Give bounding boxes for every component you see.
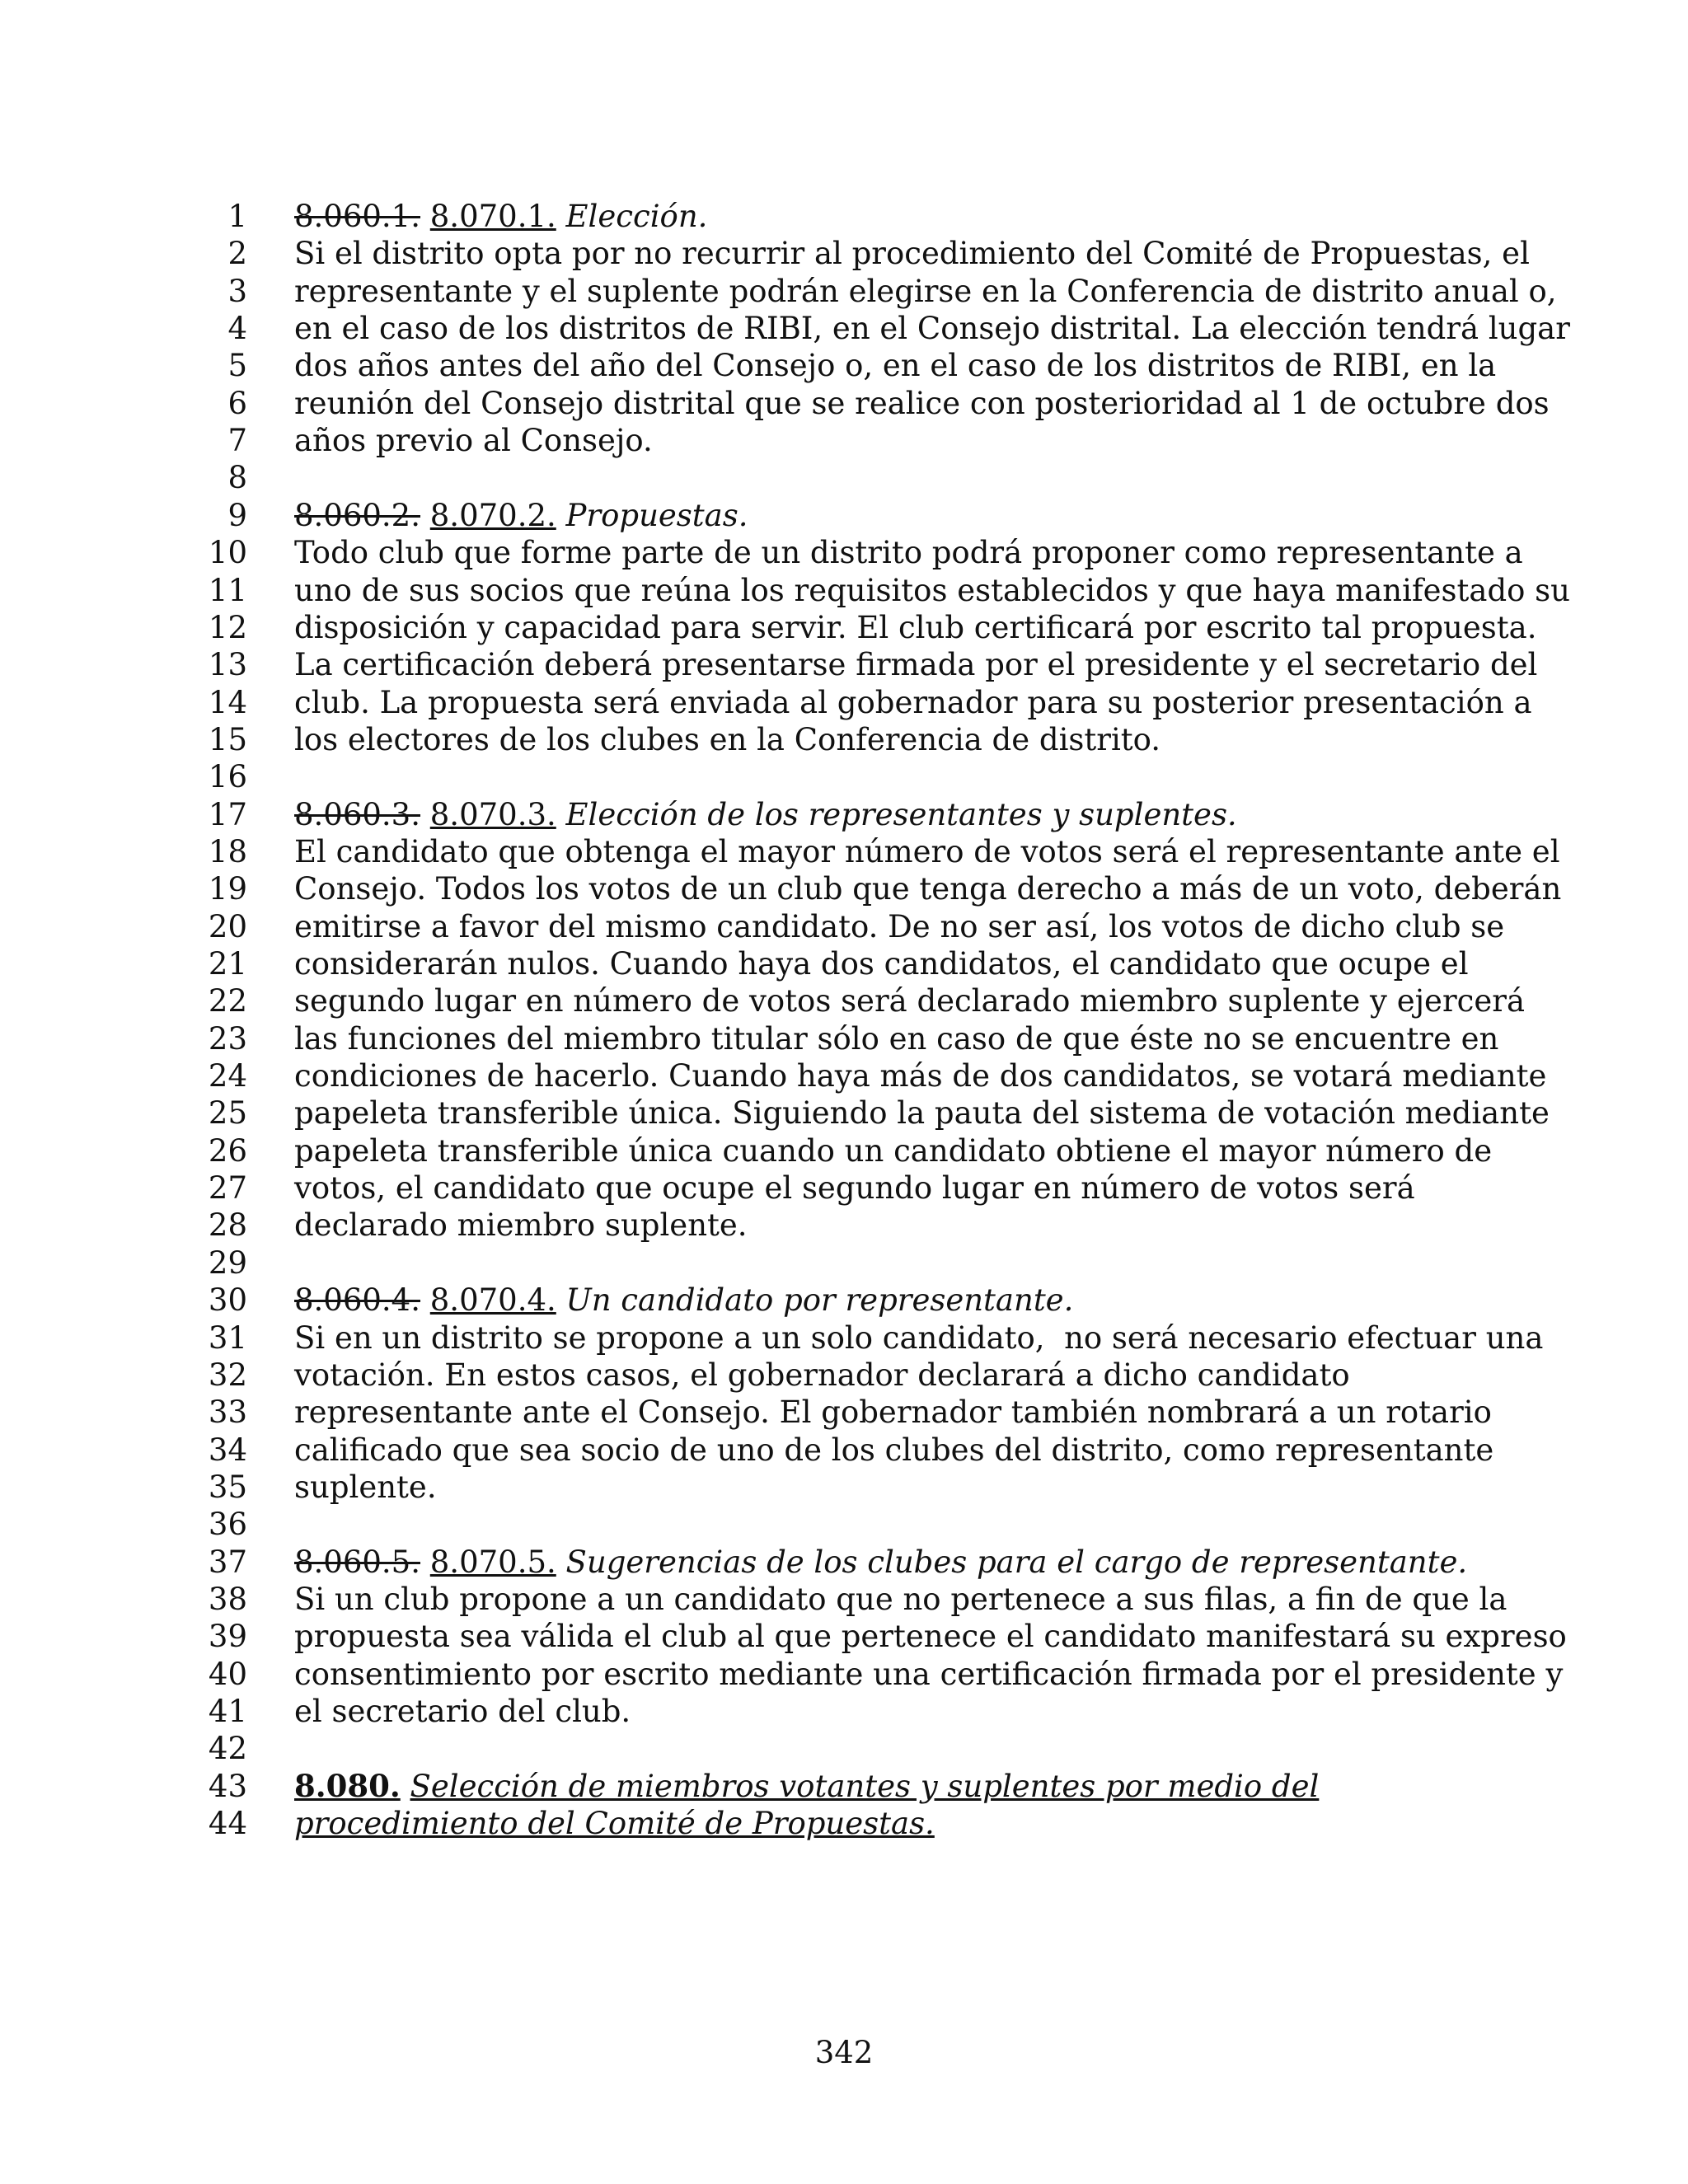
line-number: 20 xyxy=(208,908,247,944)
inserted-section-number: 8.070.3. xyxy=(429,796,556,832)
document-line xyxy=(0,796,1688,833)
line-number: 34 xyxy=(208,1432,247,1468)
text-segment xyxy=(556,1544,566,1580)
line-text xyxy=(294,945,1469,982)
section-heading: Elección de los representantes y suplentes. xyxy=(565,796,1237,832)
deleted-section-number: 8.060.1. xyxy=(294,199,420,234)
line-text xyxy=(294,235,1530,272)
text-segment: La certificación deberá presentarse firmada por el presidente y el secretario del xyxy=(294,647,1538,683)
document-line xyxy=(0,572,1688,609)
text-segment: los electores de los clubes en la Conferencia de distrito. xyxy=(294,721,1161,757)
text-segment: calificado que sea socio de uno de los clubes del distrito, como representante xyxy=(294,1432,1494,1468)
line-number: 7 xyxy=(227,423,247,459)
inserted-section-number: 8.070.1. xyxy=(429,199,556,234)
document-line xyxy=(0,870,1688,907)
line-text xyxy=(294,534,1523,571)
document-line xyxy=(0,497,1688,534)
document-line xyxy=(0,1805,1688,1842)
text-segment: representante ante el Consejo. El gobernador también nombrará a un rotario xyxy=(294,1394,1492,1431)
inserted-section-number: 8.070.4. xyxy=(429,1282,556,1319)
line-text xyxy=(294,1469,437,1506)
line-text xyxy=(294,1132,1492,1169)
document-line xyxy=(0,310,1688,347)
line-number: 11 xyxy=(208,572,247,608)
deleted-section-number: 8.060.5. xyxy=(294,1544,420,1580)
document-line xyxy=(0,982,1688,1019)
line-number: 5 xyxy=(227,348,247,384)
section-heading: procedimiento del Comité de Propuestas. xyxy=(294,1806,935,1842)
inserted-section-number: 8.070.2. xyxy=(429,497,556,533)
line-text xyxy=(294,1094,1550,1132)
document-line xyxy=(0,1319,1688,1357)
line-text xyxy=(294,347,1496,384)
line-text xyxy=(294,1319,1543,1357)
line-text xyxy=(294,1057,1546,1094)
document-line xyxy=(0,684,1688,721)
text-segment xyxy=(420,498,430,533)
document-line xyxy=(0,1618,1688,1655)
line-number: 21 xyxy=(208,946,247,982)
line-number: 37 xyxy=(208,1544,247,1580)
text-segment: en el caso de los distritos de RIBI, en el Consejo distrital. La elección tendrá lugar xyxy=(294,311,1570,347)
text-segment: el secretario del club. xyxy=(294,1694,631,1729)
text-segment xyxy=(556,797,566,832)
line-number: 30 xyxy=(208,1282,247,1319)
text-segment: Todo club que forme parte de un distrito podrá proponer como representante a xyxy=(294,535,1523,571)
text-segment xyxy=(556,1282,566,1318)
inserted-section-number: 8.070.5. xyxy=(429,1544,556,1580)
document-line xyxy=(0,347,1688,384)
line-text xyxy=(294,198,707,235)
document-line xyxy=(0,1656,1688,1693)
line-text xyxy=(294,1169,1415,1207)
deleted-section-number: 8.060.4. xyxy=(294,1282,420,1319)
line-number: 23 xyxy=(208,1020,247,1057)
section-heading: Elección. xyxy=(565,199,708,234)
line-number: 2 xyxy=(227,236,247,272)
line-text xyxy=(294,273,1557,310)
text-segment: votación. En estos casos, el gobernador declarará a dicho candidato xyxy=(294,1357,1350,1393)
line-number: 17 xyxy=(208,796,247,832)
text-segment xyxy=(420,199,430,234)
line-number: 10 xyxy=(208,535,247,571)
line-text xyxy=(294,310,1570,347)
text-segment: suplente. xyxy=(294,1469,437,1505)
line-text xyxy=(294,646,1537,683)
text-segment: Si un club propone a un candidato que no pertenece a sus filas, a fin de que la xyxy=(294,1581,1507,1617)
document-line xyxy=(0,1544,1688,1581)
section-heading: Selección de miembros votantes y suplentes por medio del xyxy=(410,1768,1320,1804)
line-text xyxy=(294,1693,631,1730)
text-segment: El candidato que obtenga el mayor número de votos será el representante ante el xyxy=(294,833,1560,869)
text-segment: considerarán nulos. Cuando haya dos candidatos, el candidato que ocupe el xyxy=(294,946,1469,982)
line-number: 40 xyxy=(208,1656,247,1692)
document-line xyxy=(0,1357,1688,1394)
line-text xyxy=(294,1207,748,1244)
document-line xyxy=(0,646,1688,683)
text-segment: disposición y capacidad para servir. El club certificará por escrito tal propuesta. xyxy=(294,609,1537,645)
deleted-section-number: 8.080. xyxy=(294,1767,401,1804)
text-segment: las funciones del miembro titular sólo en caso de que éste no se encuentre en xyxy=(294,1020,1499,1057)
text-segment xyxy=(420,1544,430,1580)
document-line xyxy=(0,1394,1688,1431)
document-line xyxy=(0,1169,1688,1207)
text-segment xyxy=(420,797,430,832)
document-line xyxy=(0,422,1688,459)
line-number: 14 xyxy=(208,684,247,720)
line-number: 33 xyxy=(208,1394,247,1431)
line-number: 25 xyxy=(208,1095,247,1132)
line-text xyxy=(294,684,1532,721)
line-number: 38 xyxy=(208,1581,247,1617)
line-number: 44 xyxy=(208,1806,247,1842)
line-text xyxy=(294,721,1160,758)
document-line xyxy=(0,1768,1688,1805)
line-text xyxy=(294,609,1536,646)
document-line xyxy=(0,721,1688,758)
text-segment: papeleta transferible única cuando un candidato obtiene el mayor número de xyxy=(294,1132,1493,1169)
line-text xyxy=(294,422,653,459)
line-number: 3 xyxy=(227,273,247,309)
document-line xyxy=(0,1020,1688,1057)
line-text xyxy=(294,497,748,534)
document-line xyxy=(0,833,1688,870)
line-number: 19 xyxy=(208,871,247,907)
text-segment: emitirse a favor del mismo candidato. De no ser así, los votos de dicho club se xyxy=(294,908,1505,944)
document-line xyxy=(0,758,1688,795)
text-segment: dos años antes del año del Consejo o, en el caso de los distritos de RIBI, en la xyxy=(294,348,1497,384)
document-line xyxy=(0,1469,1688,1506)
line-text xyxy=(294,1768,1319,1805)
document-line xyxy=(0,1094,1688,1132)
text-segment xyxy=(556,199,566,234)
document-line xyxy=(0,385,1688,422)
section-heading: Propuestas. xyxy=(565,497,748,533)
text-segment: condiciones de hacerlo. Cuando haya más de dos candidatos, se votará mediante xyxy=(294,1058,1547,1094)
document-line xyxy=(0,1506,1688,1543)
line-number: 16 xyxy=(208,759,247,795)
line-text xyxy=(294,1618,1567,1655)
document-line xyxy=(0,945,1688,982)
line-text xyxy=(294,572,1570,609)
line-number: 15 xyxy=(208,721,247,757)
line-number: 42 xyxy=(208,1731,247,1767)
section-heading: Un candidato por representante. xyxy=(565,1282,1074,1319)
text-segment: representante y el suplente podrán elegirse en la Conferencia de distrito anual o, xyxy=(294,273,1557,309)
line-text xyxy=(294,908,1504,945)
line-number: 41 xyxy=(208,1694,247,1729)
document-line xyxy=(0,1057,1688,1094)
document-line xyxy=(0,1432,1688,1469)
line-number: 1 xyxy=(227,199,247,234)
text-segment: Consejo. Todos los votos de un club que tenga derecho a más de un voto, deberán xyxy=(294,871,1562,907)
document-line xyxy=(0,198,1688,235)
line-number: 9 xyxy=(227,497,247,533)
line-number: 35 xyxy=(208,1469,247,1505)
line-text xyxy=(294,796,1237,833)
text-segment: Si en un distrito se propone a un solo candidato, no será necesario efectuar una xyxy=(294,1319,1544,1356)
line-number: 26 xyxy=(208,1132,247,1169)
line-number: 12 xyxy=(208,609,247,645)
line-number: 31 xyxy=(208,1319,247,1356)
document-line xyxy=(0,908,1688,945)
text-segment: años previo al Consejo. xyxy=(294,423,653,459)
text-segment: Si el distrito opta por no recurrir al procedimiento del Comité de Propuestas, el xyxy=(294,236,1530,272)
line-number: 22 xyxy=(208,983,247,1019)
line-text xyxy=(294,385,1550,422)
line-number: 27 xyxy=(208,1170,247,1207)
document-line xyxy=(0,1207,1688,1244)
line-number: 13 xyxy=(208,647,247,683)
line-number: 18 xyxy=(208,833,247,869)
document-line xyxy=(0,534,1688,571)
line-number: 28 xyxy=(208,1207,247,1244)
document-line xyxy=(0,1132,1688,1169)
line-text xyxy=(294,982,1525,1019)
line-text xyxy=(294,1544,1467,1581)
line-text xyxy=(294,833,1560,870)
line-text xyxy=(294,1581,1507,1618)
text-segment: papeleta transferible única. Siguiendo la pauta del sistema de votación mediante xyxy=(294,1095,1550,1132)
text-segment: declarado miembro suplente. xyxy=(294,1207,748,1244)
document-line xyxy=(0,459,1688,496)
section-heading: Sugerencias de los clubes para el cargo de representante. xyxy=(565,1544,1468,1580)
text-segment: segundo lugar en número de votos será declarado miembro suplente y ejercerá xyxy=(294,983,1526,1019)
line-text xyxy=(294,1656,1563,1693)
text-segment xyxy=(401,1769,410,1804)
line-text xyxy=(294,1357,1350,1394)
line-text xyxy=(294,1432,1493,1469)
deleted-section-number: 8.060.2. xyxy=(294,497,420,533)
document-line xyxy=(0,235,1688,272)
line-text xyxy=(294,870,1561,907)
line-number: 36 xyxy=(208,1507,247,1543)
document-line xyxy=(0,609,1688,646)
line-number: 29 xyxy=(208,1244,247,1281)
document-line xyxy=(0,1693,1688,1730)
line-number: 39 xyxy=(208,1619,247,1655)
document-line xyxy=(0,273,1688,310)
document-line xyxy=(0,1244,1688,1282)
line-text xyxy=(294,1020,1498,1057)
deleted-section-number: 8.060.3. xyxy=(294,796,420,832)
line-number: 4 xyxy=(227,311,247,347)
text-segment: votos, el candidato que ocupe el segundo lugar en número de votos será xyxy=(294,1170,1415,1207)
document-line xyxy=(0,1581,1688,1618)
line-text xyxy=(294,1394,1492,1431)
text-segment: reunión del Consejo distrital que se realice con posterioridad al 1 de octubre dos xyxy=(294,385,1550,421)
text-segment: propuesta sea válida el club al que pertenece el candidato manifestará su expreso xyxy=(294,1619,1567,1655)
line-number: 32 xyxy=(208,1357,247,1393)
line-number: 24 xyxy=(208,1058,247,1094)
document-line xyxy=(0,1282,1688,1319)
line-number: 8 xyxy=(227,460,247,496)
text-segment: club. La propuesta será enviada al gobernador para su posterior presentación a xyxy=(294,684,1532,720)
line-number: 6 xyxy=(227,385,247,421)
page-number: 342 xyxy=(814,2035,874,2070)
text-segment xyxy=(420,1282,430,1318)
text-segment: consentimiento por escrito mediante una certificación firmada por el presidente y xyxy=(294,1656,1564,1692)
line-number: 43 xyxy=(208,1768,247,1804)
text-segment: uno de sus socios que reúna los requisitos establecidos y que haya manifestado su xyxy=(294,572,1570,608)
text-segment xyxy=(556,498,566,533)
document-line xyxy=(0,1730,1688,1767)
line-text xyxy=(294,1282,1073,1319)
line-text xyxy=(294,1805,935,1842)
